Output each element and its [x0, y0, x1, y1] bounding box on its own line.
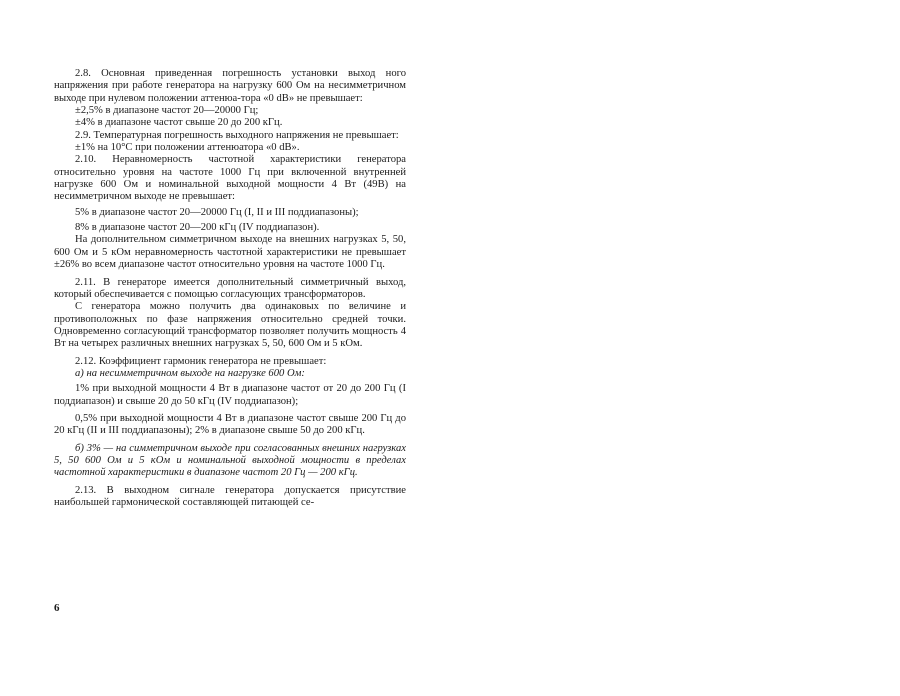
paragraph-2-12: 2.12. Коэффициент гармоник генератора не превышает: [75, 355, 327, 367]
list-item-2-12-a: а) на несимметричном выходе на нагрузке 600 Ом: [75, 367, 305, 379]
paragraph-2-8: 2.8. Основная приведенная погрешность установки выход ного напряжения при работе генератора на нагрузку 600 Ом на несимметричном выходе при нулевом положении аттенюа-тора «0 dB» не превышает: [54, 68, 406, 104]
list-item-2-9-a: ±1% на 10°С при положении аттенюатора «0 dB». [75, 142, 300, 154]
paragraph-2-11-detail: С генератора можно получить два одинаковых по величине и противоположных по фазе напряжения относительно средней точки. Одновременно согласующий трансформатор позволяет получить мощность 4 Вт на четырех различных внешних нагрузках 5, 50, 600 Ом и 5 кОм. [54, 301, 406, 350]
list-item-2-8-b: ±4% в диапазоне частот свыше 20 до 200 кГц. [75, 117, 283, 129]
page-number: 6 [54, 602, 60, 614]
list-item-2-12-a-2: 0,5% при выходной мощности 4 Вт в диапазоне частот свыше 200 Гц до 20 кГц (II и III поддиапазоны); 2% в диапазоне свыше 50 до 200 кГц. [54, 412, 406, 437]
list-item-2-12-b: б) 3% — на симметричном выходе при согласованных внешних нагрузках 5, 50 600 Ом и 5 кОм и номинальной выходной мощности в пределах частотной характеристики в диапазоне частот 20 Гц — 200 кГц. [54, 442, 406, 479]
paragraph-2-9: 2.9. Температурная погрешность выходного напряжения не превышает: [75, 129, 399, 141]
list-item-2-12-a-1: 1% при выходной мощности 4 Вт в диапазоне частот от 20 до 200 Гц (I поддиапазон) и свыше 20 до 50 кГц (IV поддиапазон); [54, 383, 406, 407]
paragraph-2-10: 2.10. Неравномерность частотной характеристики генератора относительно уровня на частоте 1000 Гц при включенной внутренней нагрузке 600 Ом и номинальной выходной мощности 4 Вт (49В) на несимметричном выходе не превышает: [54, 154, 406, 203]
paragraph-2-10-symmetric: На дополнительном симметричном выходе на внешних нагрузках 5, 50, 600 Ом и 5 кОм неравномерность частотной характеристики не превышает ±26% во всем диапазоне частот относительно уровня на частоте 1000 Гц. [54, 234, 406, 271]
list-item-2-8-a: ±2,5% в диапазоне частот 20—20000 Гц; [75, 105, 259, 117]
document-page [54, 68, 406, 509]
list-item-2-10-b: 8% в диапазоне частот 20—200 кГц (IV поддиапазон). [75, 222, 320, 234]
paragraph-2-11: 2.11. В генераторе имеется дополнительный симметричный выход, который обеспечивается с помощью согласующих трансформаторов. [54, 276, 406, 300]
paragraph-2-13: 2.13. В выходном сигнале генератора допускается присутствие наибольшей гармонической составляющей питающей се- [54, 484, 406, 508]
list-item-2-10-a: 5% в диапазоне частот 20—20000 Гц (I, II и III поддиапазоны); [75, 206, 359, 218]
